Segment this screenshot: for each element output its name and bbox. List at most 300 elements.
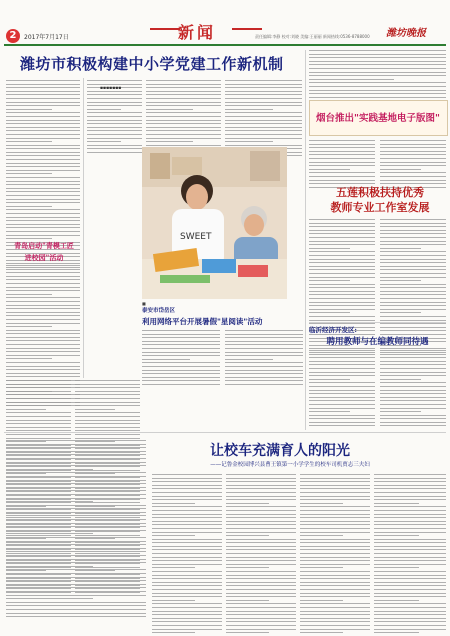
text-line xyxy=(380,291,446,292)
text-line xyxy=(309,176,375,177)
text-line xyxy=(152,510,222,511)
text-line xyxy=(374,503,419,504)
bottom-body-col3 xyxy=(300,474,370,636)
text-line xyxy=(380,162,446,163)
text-line xyxy=(6,559,146,560)
text-line xyxy=(300,485,370,486)
text-line xyxy=(226,553,296,554)
text-line xyxy=(152,535,195,536)
text-line xyxy=(6,308,80,309)
text-line xyxy=(6,405,71,406)
text-line xyxy=(374,564,446,565)
text-line xyxy=(152,564,222,565)
text-line xyxy=(309,298,375,299)
text-line xyxy=(309,312,350,313)
text-line xyxy=(226,593,296,594)
text-line xyxy=(225,384,303,385)
text-line xyxy=(75,380,140,381)
text-line xyxy=(146,109,193,110)
text-line xyxy=(6,573,146,574)
text-line xyxy=(75,384,140,385)
text-line xyxy=(6,472,146,473)
text-line xyxy=(225,362,303,363)
text-line xyxy=(6,380,71,381)
text-line xyxy=(374,517,446,518)
text-line xyxy=(6,199,80,200)
text-line xyxy=(6,191,80,192)
text-line xyxy=(6,195,80,196)
text-line xyxy=(374,524,446,525)
text-line xyxy=(152,478,222,479)
text-line xyxy=(309,154,375,155)
text-line xyxy=(374,571,446,572)
text-line xyxy=(380,144,446,145)
text-line xyxy=(309,357,375,358)
text-line xyxy=(300,528,370,529)
text-line xyxy=(309,140,375,141)
text-line xyxy=(152,521,222,522)
text-line xyxy=(226,607,296,608)
text-line xyxy=(6,116,80,117)
text-line xyxy=(226,521,296,522)
text-line xyxy=(374,567,419,568)
text-line xyxy=(87,109,121,110)
text-line xyxy=(374,553,446,554)
text-line xyxy=(374,532,446,533)
text-line xyxy=(300,549,370,550)
text-line xyxy=(309,386,375,387)
text-line xyxy=(300,582,370,583)
text-line xyxy=(146,145,221,146)
text-line xyxy=(300,510,370,511)
text-line xyxy=(87,102,142,103)
text-line xyxy=(309,233,375,234)
text-line xyxy=(152,618,222,619)
text-line xyxy=(6,290,80,291)
text-line xyxy=(374,535,419,536)
text-line xyxy=(142,362,220,363)
text-line xyxy=(6,80,80,81)
lead-body-col2 xyxy=(87,80,142,155)
text-line xyxy=(6,544,146,545)
text-line xyxy=(146,120,221,121)
text-line xyxy=(226,542,296,543)
text-line xyxy=(309,68,446,69)
bottom-body-col2 xyxy=(226,474,296,636)
text-line xyxy=(380,248,421,249)
text-line xyxy=(300,632,343,633)
text-line xyxy=(6,272,80,273)
text-line xyxy=(6,294,52,295)
text-line xyxy=(309,223,375,224)
text-line xyxy=(380,269,446,270)
text-line xyxy=(146,130,221,131)
text-line xyxy=(146,138,221,139)
text-line xyxy=(309,75,446,76)
text-line xyxy=(309,180,375,181)
text-line xyxy=(6,227,80,228)
text-line xyxy=(225,355,303,356)
text-line xyxy=(6,283,80,284)
text-line xyxy=(380,165,446,166)
text-line xyxy=(225,98,302,99)
newspaper-logo: 潍坊晚报 xyxy=(386,28,426,39)
text-line xyxy=(6,505,146,506)
text-line xyxy=(142,352,220,353)
text-line xyxy=(6,330,80,331)
text-line xyxy=(226,535,269,536)
text-line xyxy=(6,555,146,556)
text-line xyxy=(225,334,303,335)
text-line xyxy=(226,506,296,507)
text-line xyxy=(380,237,446,238)
text-line xyxy=(309,354,375,355)
text-line xyxy=(309,169,350,170)
text-line xyxy=(309,280,350,281)
text-line xyxy=(6,562,146,563)
text-line xyxy=(309,411,350,412)
text-line xyxy=(300,621,370,622)
text-line xyxy=(374,546,446,547)
text-line xyxy=(152,632,195,633)
text-line xyxy=(309,390,375,391)
text-line xyxy=(6,98,80,99)
text-line xyxy=(300,571,370,572)
text-line xyxy=(146,116,221,117)
text-line xyxy=(152,625,222,626)
text-line xyxy=(309,147,375,148)
section-title: 新闻 xyxy=(178,23,217,42)
text-line xyxy=(152,488,222,489)
text-line xyxy=(87,84,142,85)
text-line xyxy=(152,549,222,550)
text-line xyxy=(374,625,446,626)
text-line xyxy=(300,560,370,561)
text-line xyxy=(226,564,296,565)
text-line xyxy=(6,577,146,578)
text-line xyxy=(6,584,146,585)
text-line xyxy=(225,105,302,106)
text-line xyxy=(6,420,71,421)
text-line xyxy=(309,251,375,252)
text-line xyxy=(152,571,222,572)
wulian-headline-line2: 教师专业工作室发展 xyxy=(330,201,430,214)
text-line xyxy=(6,355,80,356)
text-line xyxy=(300,546,370,547)
text-line xyxy=(6,87,80,88)
text-line xyxy=(374,478,446,479)
text-line xyxy=(87,145,142,146)
text-line xyxy=(374,481,446,482)
text-line xyxy=(309,97,446,98)
text-line xyxy=(300,506,370,507)
shirt-print-text: SWEET xyxy=(180,232,212,242)
text-line xyxy=(226,567,269,568)
text-line xyxy=(380,233,446,234)
text-line xyxy=(225,380,303,381)
text-line xyxy=(225,112,302,113)
text-line xyxy=(6,394,71,395)
bottom-headline: 让校车充满育人的阳光 xyxy=(210,443,350,459)
text-line xyxy=(380,287,446,288)
text-line xyxy=(300,567,343,568)
taian-body-col2 xyxy=(225,330,303,388)
text-line xyxy=(309,400,375,401)
text-line xyxy=(6,412,71,413)
text-line xyxy=(374,557,446,558)
text-line xyxy=(225,134,302,135)
text-line xyxy=(152,596,222,597)
text-line xyxy=(374,521,446,522)
text-line xyxy=(380,140,446,141)
text-line xyxy=(152,485,222,486)
linyi-body-col1 xyxy=(309,350,375,429)
text-line xyxy=(87,105,142,106)
text-line xyxy=(6,319,80,320)
text-line xyxy=(226,589,296,590)
text-line xyxy=(6,569,146,570)
text-line xyxy=(6,376,80,377)
text-line xyxy=(225,359,273,360)
text-line xyxy=(380,393,446,394)
text-line xyxy=(6,440,146,441)
text-line xyxy=(6,526,146,527)
text-line xyxy=(374,611,446,612)
text-line xyxy=(6,373,80,374)
text-line xyxy=(309,259,375,260)
bottom-body-col1 xyxy=(152,474,222,636)
text-line xyxy=(309,162,375,163)
text-line xyxy=(300,517,370,518)
text-line xyxy=(75,391,140,392)
text-line xyxy=(300,488,370,489)
text-line xyxy=(226,632,269,633)
text-line xyxy=(142,373,220,374)
text-line xyxy=(6,213,80,214)
text-line xyxy=(6,469,93,470)
text-line xyxy=(380,382,446,383)
text-line xyxy=(300,524,370,525)
text-line xyxy=(6,409,46,410)
linyi-headline: 聘用教师与在编教师同待遇 xyxy=(326,337,429,347)
text-line xyxy=(226,488,296,489)
text-line xyxy=(6,166,80,167)
text-line xyxy=(309,230,375,231)
text-line xyxy=(300,535,343,536)
text-line xyxy=(6,184,80,185)
text-line xyxy=(6,501,93,502)
text-line xyxy=(152,560,222,561)
text-line xyxy=(6,430,71,431)
text-line xyxy=(6,265,80,266)
text-line xyxy=(309,379,350,380)
text-line xyxy=(6,312,80,313)
text-line xyxy=(380,361,446,362)
text-line xyxy=(152,532,222,533)
text-line xyxy=(309,368,375,369)
text-line xyxy=(309,57,446,58)
text-line xyxy=(6,127,80,128)
text-line xyxy=(374,488,446,489)
lead-headline: 潍坊市积极构建中小学党建工作新机制 xyxy=(20,55,284,73)
text-line xyxy=(309,266,375,267)
text-line xyxy=(374,542,446,543)
text-line xyxy=(6,177,80,178)
text-line xyxy=(225,87,302,88)
text-line xyxy=(309,320,375,321)
text-line xyxy=(226,549,296,550)
text-line xyxy=(152,589,222,590)
photo-illustration xyxy=(142,147,287,299)
text-line xyxy=(6,512,146,513)
text-line xyxy=(380,251,446,252)
text-line xyxy=(380,312,421,313)
taian-kicker: 泰安市岱岳区 xyxy=(142,308,176,314)
text-line xyxy=(226,614,296,615)
text-line xyxy=(6,340,80,341)
text-line xyxy=(225,370,303,371)
text-line xyxy=(380,147,446,148)
text-line xyxy=(309,79,394,80)
text-line xyxy=(6,152,80,153)
text-line xyxy=(142,348,220,349)
text-line xyxy=(75,427,140,428)
text-line xyxy=(300,553,370,554)
qingdao-headline-line2: 进校园"活动 xyxy=(24,253,64,262)
text-line xyxy=(226,496,296,497)
text-line xyxy=(380,379,421,380)
text-line xyxy=(6,609,146,610)
text-line xyxy=(380,255,446,256)
text-line xyxy=(374,632,419,633)
text-line xyxy=(309,144,375,145)
text-line xyxy=(380,230,446,231)
text-line xyxy=(226,492,296,493)
text-line xyxy=(87,148,142,149)
text-line xyxy=(146,87,221,88)
text-line xyxy=(6,348,80,349)
text-line xyxy=(75,409,115,410)
text-line xyxy=(226,575,296,576)
text-line xyxy=(6,398,71,399)
wulian-headline-line1: 五莲积极扶持优秀 xyxy=(336,186,424,199)
text-line xyxy=(300,474,370,475)
text-line xyxy=(6,112,80,113)
text-line xyxy=(6,276,80,277)
text-line xyxy=(6,202,80,203)
column-divider xyxy=(305,50,306,430)
text-line xyxy=(6,519,146,520)
text-line xyxy=(300,607,370,608)
text-line xyxy=(380,320,446,321)
text-line xyxy=(380,298,446,299)
text-line xyxy=(300,503,343,504)
text-line xyxy=(6,451,146,452)
text-line xyxy=(380,425,446,426)
text-line xyxy=(142,341,220,342)
text-line xyxy=(6,269,80,270)
text-line xyxy=(374,589,446,590)
text-line xyxy=(6,305,80,306)
text-line xyxy=(225,102,302,103)
text-line xyxy=(152,524,222,525)
text-line xyxy=(225,123,302,124)
text-line xyxy=(380,357,446,358)
text-line xyxy=(374,585,446,586)
text-line xyxy=(309,375,375,376)
text-line xyxy=(225,109,273,110)
text-line xyxy=(146,134,221,135)
text-line xyxy=(380,400,446,401)
text-line xyxy=(225,366,303,367)
text-line xyxy=(226,603,296,604)
linyi-body-col2 xyxy=(380,350,446,429)
text-line xyxy=(300,496,370,497)
text-line xyxy=(309,382,375,383)
text-line xyxy=(380,386,446,387)
text-line xyxy=(226,596,296,597)
text-line xyxy=(374,593,446,594)
text-line xyxy=(226,499,296,500)
text-line xyxy=(6,220,80,221)
text-line xyxy=(142,330,220,331)
text-line xyxy=(226,621,296,622)
text-line xyxy=(75,412,140,413)
text-line xyxy=(75,438,140,439)
text-line xyxy=(374,474,446,475)
text-line xyxy=(374,618,446,619)
text-line xyxy=(87,120,142,121)
text-line xyxy=(300,564,370,565)
text-line xyxy=(6,598,93,599)
text-line xyxy=(6,91,80,92)
text-line xyxy=(6,315,80,316)
text-line xyxy=(6,580,146,581)
text-line xyxy=(300,575,370,576)
text-line xyxy=(226,514,296,515)
page-number: 2 xyxy=(6,29,20,43)
yantai-body-col2 xyxy=(380,140,446,190)
text-line xyxy=(87,116,142,117)
section-ornament-left xyxy=(150,28,180,30)
text-line xyxy=(380,219,446,220)
lead-subhead: ▪▪▪▪▪▪▪ xyxy=(100,86,122,91)
text-line xyxy=(6,369,80,370)
text-line xyxy=(6,301,80,302)
text-line xyxy=(146,91,221,92)
text-line xyxy=(300,514,370,515)
text-line xyxy=(6,148,80,149)
taian-body-col1 xyxy=(142,330,220,388)
text-line xyxy=(309,90,446,91)
text-line xyxy=(226,557,296,558)
text-line xyxy=(152,607,222,608)
text-line xyxy=(6,181,80,182)
text-line xyxy=(225,377,303,378)
text-line xyxy=(300,593,370,594)
text-line xyxy=(142,370,220,371)
text-line xyxy=(152,578,222,579)
text-line xyxy=(309,50,446,51)
text-line xyxy=(146,102,221,103)
qingdao-headline-line1: 青岛启动"青模工匠 xyxy=(14,241,74,250)
text-line xyxy=(152,557,222,558)
text-line xyxy=(309,277,375,278)
text-line xyxy=(374,596,446,597)
photo-caption-marker: ■ xyxy=(142,301,146,306)
text-line xyxy=(75,405,140,406)
text-line xyxy=(152,585,222,586)
